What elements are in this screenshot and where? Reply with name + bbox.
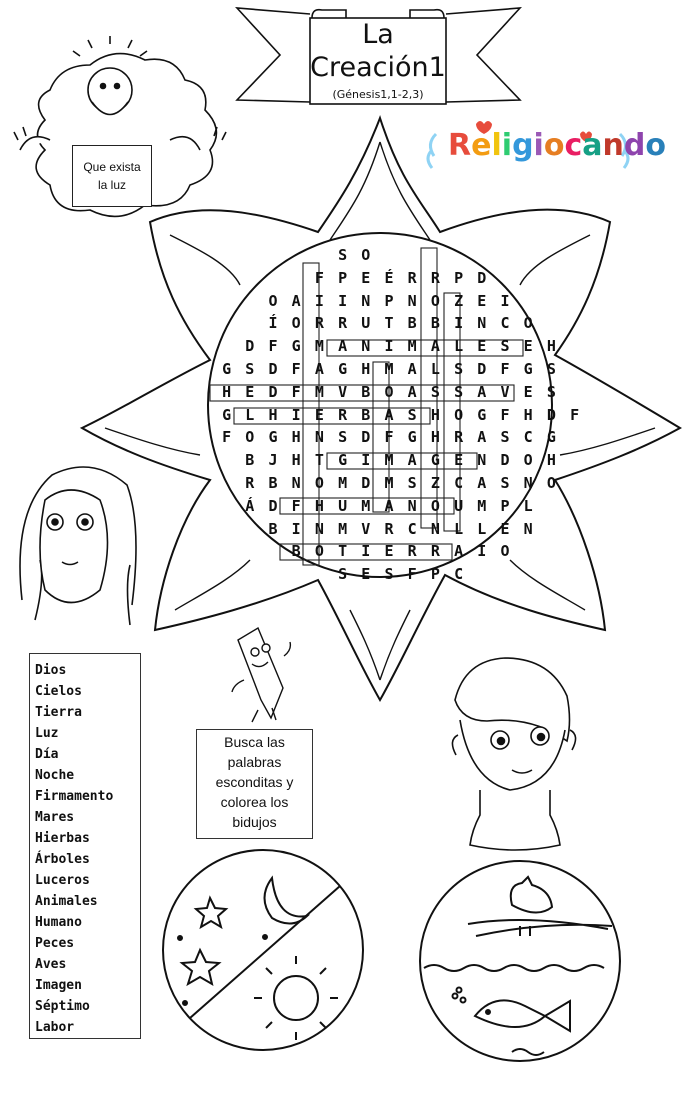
grid-letter[interactable]: V [500, 382, 510, 401]
title-line1: La [362, 19, 394, 50]
grid-letter[interactable]: U [338, 496, 348, 515]
grid-letter[interactable]: G [338, 360, 348, 378]
grid-letter[interactable]: D [268, 496, 278, 515]
word-list-item: Imagen [35, 978, 82, 993]
grid-letter[interactable]: T [384, 314, 394, 333]
word-list-item: Luceros [35, 873, 90, 888]
grid-letter[interactable]: A [407, 360, 417, 378]
brand-letter: c [564, 128, 583, 163]
grid-letter[interactable]: S [546, 382, 556, 401]
grid-letter[interactable]: A [291, 291, 301, 310]
speech-line2: la luz [97, 178, 126, 192]
grid-letter[interactable]: M [477, 496, 487, 515]
grid-letter[interactable]: L [477, 519, 487, 538]
grid-letter[interactable]: R [338, 405, 348, 424]
grid-letter[interactable]: H [222, 382, 232, 401]
grid-letter[interactable]: J [268, 451, 278, 470]
grid-letter[interactable]: I [361, 451, 371, 470]
speech-bubble [72, 145, 152, 207]
word-list-item: Tierra [35, 705, 82, 720]
grid-letter[interactable]: B [407, 314, 417, 333]
grid-letter[interactable]: N [361, 337, 371, 356]
grid-letter[interactable]: D [477, 268, 487, 287]
grid-letter[interactable]: O [314, 474, 324, 492]
brand-letter: R [448, 128, 472, 163]
grid-letter[interactable]: M [407, 337, 417, 356]
grid-letter[interactable]: P [338, 268, 348, 287]
grid-letter[interactable]: D [477, 360, 487, 378]
grid-letter[interactable]: D [361, 428, 371, 447]
grid-letter[interactable]: P [430, 565, 440, 584]
grid-letter[interactable]: S [454, 360, 464, 378]
grid-letter[interactable]: B [361, 405, 371, 424]
grid-letter[interactable]: E [477, 337, 487, 356]
grid-letter[interactable]: F [291, 496, 301, 515]
grid-letter[interactable]: C [454, 565, 464, 584]
grid-letter[interactable]: N [477, 314, 487, 333]
grid-letter[interactable]: G [477, 405, 487, 424]
grid-letter[interactable]: A [407, 382, 417, 401]
grid-letter[interactable]: T [314, 451, 324, 470]
grid-letter[interactable]: F [500, 405, 510, 424]
grid-letter[interactable]: M [314, 382, 324, 401]
grid-letter[interactable]: O [523, 314, 533, 333]
grid-letter[interactable]: G [523, 360, 533, 378]
grid-letter[interactable]: E [314, 405, 324, 424]
grid-letter[interactable]: A [454, 542, 464, 561]
grid-letter[interactable]: I [477, 542, 487, 561]
word-list-item: Luz [35, 726, 59, 741]
grid-letter[interactable]: A [477, 428, 487, 447]
grid-letter[interactable]: N [314, 519, 324, 538]
grid-letter[interactable]: N [407, 496, 417, 515]
word-list-item: Séptimo [35, 999, 90, 1014]
grid-letter[interactable]: A [314, 360, 324, 378]
grid-letter[interactable]: I [384, 337, 394, 356]
grid-letter[interactable]: N [407, 291, 417, 310]
brand-letter: d [623, 128, 646, 163]
grid-letter[interactable]: E [477, 291, 487, 310]
grid-letter[interactable]: O [314, 542, 324, 561]
grid-letter[interactable]: R [245, 474, 255, 492]
grid-letter[interactable]: F [407, 565, 417, 584]
grid-letter[interactable]: A [477, 382, 487, 401]
word-list-item: Noche [35, 768, 75, 783]
grid-letter[interactable]: S [454, 382, 464, 401]
grid-letter[interactable]: R [430, 542, 440, 561]
grid-letter[interactable]: G [338, 451, 348, 470]
grid-letter[interactable]: L [454, 337, 464, 356]
word-list-item: Cielos [35, 684, 82, 699]
word-list-item: Hierbas [35, 831, 90, 846]
title [310, 18, 446, 84]
grid-letter[interactable]: G [222, 360, 232, 378]
grid-letter[interactable]: O [384, 382, 394, 401]
grid-letter[interactable]: I [454, 314, 464, 333]
grid-letter[interactable]: H [430, 405, 440, 424]
grid-letter[interactable]: H [291, 451, 301, 470]
grid-letter[interactable]: Á [245, 496, 255, 515]
grid-letter[interactable]: M [338, 519, 348, 538]
subtitle: (Génesis1,1-2,3) [332, 88, 424, 101]
brand-letter: i [501, 128, 513, 163]
brand-letter: a [582, 128, 603, 163]
grid-letter[interactable]: R [338, 314, 348, 333]
word-list-item: Firmamento [35, 789, 114, 804]
title-line2: Creación1 [310, 52, 446, 83]
brand-letter: e [471, 128, 492, 163]
grid-letter[interactable]: A [407, 451, 417, 470]
grid-letter[interactable]: D [268, 382, 278, 401]
grid-letter[interactable]: R [407, 542, 417, 561]
grid-letter[interactable]: U [361, 314, 371, 333]
grid-letter[interactable]: M [361, 496, 371, 515]
grid-letter[interactable]: H [268, 405, 278, 424]
grid-letter[interactable]: I [500, 291, 510, 310]
word-list-item: Labor [35, 1020, 75, 1035]
word-list-item: Animales [35, 894, 98, 909]
grid-letter[interactable]: G [407, 428, 417, 447]
grid-letter[interactable]: I [338, 291, 348, 310]
brand-letter: l [491, 128, 502, 163]
grid-letter[interactable]: H [291, 428, 301, 447]
grid-letter[interactable]: H [361, 360, 371, 378]
instructions-line4: colorea los [220, 794, 289, 810]
grid-letter[interactable]: E [454, 451, 464, 470]
grid-letter[interactable]: É [384, 268, 394, 287]
grid-letter[interactable]: E [361, 565, 371, 584]
brand-logo [448, 128, 666, 163]
grid-letter[interactable]: O [291, 314, 301, 333]
word-list-item: Peces [35, 936, 75, 951]
grid-letter[interactable]: I [361, 542, 371, 561]
brand-letter: g [512, 128, 534, 163]
grid-letter[interactable]: H [523, 405, 533, 424]
boy-drawing [452, 658, 575, 850]
grid-letter[interactable]: A [338, 337, 348, 356]
word-list-item: Dios [35, 663, 67, 678]
grid-letter[interactable]: C [407, 519, 417, 538]
grid-letter[interactable]: C [523, 428, 533, 447]
grid-letter[interactable]: E [361, 268, 371, 287]
grid-letter[interactable]: P [454, 268, 464, 287]
instructions-line3: esconditas y [215, 774, 294, 790]
grid-letter[interactable]: N [291, 474, 301, 492]
grid-letter[interactable]: P [384, 291, 394, 310]
word-list-item: Aves [35, 957, 67, 972]
instructions-line5: bidujos [232, 814, 277, 830]
brand-letter: i [533, 128, 544, 163]
grid-letter[interactable]: H [546, 337, 556, 356]
brand-letter: o [645, 128, 666, 163]
grid-letter[interactable]: N [523, 519, 533, 538]
grid-letter[interactable]: L [245, 405, 255, 424]
grid-letter[interactable]: B [245, 451, 255, 470]
grid-letter[interactable]: D [268, 360, 278, 378]
grid-letter[interactable]: S [546, 360, 556, 378]
grid-letter[interactable]: V [338, 382, 348, 401]
brand-letter: n [602, 128, 624, 163]
grid-letter[interactable]: S [500, 337, 510, 356]
grid-letter[interactable]: Z [454, 291, 464, 310]
grid-letter[interactable]: A [384, 496, 394, 515]
grid-letter[interactable]: P [500, 496, 510, 515]
grid-letter[interactable]: L [523, 496, 533, 515]
instructions-box [196, 729, 313, 839]
grid-letter[interactable]: O [361, 246, 371, 264]
grid-letter[interactable]: F [314, 268, 324, 287]
grid-letter[interactable]: N [314, 428, 324, 447]
grid-letter[interactable]: D [500, 451, 510, 470]
grid-letter[interactable]: F [384, 428, 394, 447]
grid-letter[interactable]: B [268, 474, 278, 492]
grid-letter[interactable]: S [500, 474, 510, 492]
grid-letter[interactable]: I [314, 291, 324, 310]
word-list-item: Mares [35, 810, 75, 825]
grid-letter[interactable]: R [454, 428, 464, 447]
grid-letter[interactable]: D [546, 405, 556, 424]
grid-letter[interactable]: N [361, 291, 371, 310]
brand-letter: o [543, 128, 565, 163]
grid-letter[interactable]: R [384, 519, 394, 538]
grid-letter[interactable]: R [314, 314, 324, 333]
grid-letter[interactable]: H [314, 496, 324, 515]
grid-letter[interactable]: O [523, 451, 533, 470]
grid-letter[interactable]: O [430, 291, 440, 310]
grid-letter[interactable]: C [500, 314, 510, 333]
grid-letter[interactable]: H [430, 428, 440, 447]
grid-letter[interactable]: S [430, 382, 440, 401]
pencil-character [232, 628, 290, 722]
grid-letter[interactable]: L [430, 360, 440, 378]
grid-letter[interactable]: S [245, 360, 255, 378]
grid-letter[interactable]: S [384, 565, 394, 584]
grid-letter[interactable]: U [454, 496, 464, 515]
instructions-line2: palabras [227, 754, 282, 770]
grid-letter[interactable]: Z [430, 474, 440, 492]
grid-letter[interactable]: R [430, 268, 440, 287]
word-list-item: Árboles [35, 852, 90, 867]
grid-letter[interactable]: N [430, 519, 440, 538]
grid-letter[interactable]: N [477, 451, 487, 470]
grid-letter[interactable]: E [384, 542, 394, 561]
grid-letter[interactable]: G [222, 405, 232, 424]
grid-letter[interactable]: B [268, 519, 278, 538]
word-list-item: Día [35, 747, 59, 762]
girl-drawing [20, 467, 136, 625]
grid-letter[interactable]: B [291, 542, 301, 561]
grid-letter[interactable]: G [546, 428, 556, 447]
grid-letter[interactable]: I [291, 519, 301, 538]
grid-letter[interactable]: I [291, 405, 301, 424]
grid-letter[interactable]: A [384, 405, 394, 424]
grid-letter[interactable]: E [245, 382, 255, 401]
grid-letter[interactable]: G [291, 337, 301, 356]
grid-letter[interactable]: H [546, 451, 556, 470]
grid-letter[interactable]: C [454, 474, 464, 492]
grid-letter[interactable]: M [384, 451, 394, 470]
speech-line1: Que exista [83, 160, 141, 174]
day-night-circle [163, 850, 363, 1050]
grid-letter[interactable]: O [454, 405, 464, 424]
grid-letter[interactable]: V [361, 519, 371, 538]
grid-letter[interactable]: F [291, 360, 301, 378]
grid-letter[interactable]: O [430, 496, 440, 515]
grid-letter[interactable]: G [268, 428, 278, 447]
grid-letter[interactable]: F [570, 405, 580, 424]
grid-letter[interactable]: B [430, 314, 440, 333]
word-list [29, 653, 141, 1039]
grid-letter[interactable]: O [546, 474, 556, 492]
grid-letter[interactable]: S [407, 405, 417, 424]
grid-letter[interactable]: S [338, 565, 348, 584]
grid-letter[interactable]: Í [268, 314, 278, 333]
grid-letter[interactable]: B [361, 382, 371, 401]
grid-letter[interactable]: A [477, 474, 487, 492]
grid-letter[interactable]: F [291, 382, 301, 401]
grid-letter[interactable]: D [245, 337, 255, 356]
grid-letter[interactable]: T [338, 542, 348, 561]
grid-letter[interactable]: E [523, 337, 533, 356]
grid-letter[interactable]: O [500, 542, 510, 561]
grid-letter[interactable]: E [500, 519, 510, 538]
grid-letter[interactable]: G [430, 451, 440, 470]
grid-letter[interactable]: O [245, 428, 255, 447]
grid-letter[interactable]: O [268, 291, 278, 310]
grid-letter[interactable]: S [338, 246, 348, 264]
grid-letter[interactable]: L [454, 519, 464, 538]
sea-sky-circle [420, 861, 620, 1061]
grid-letter[interactable]: S [338, 428, 348, 447]
grid-letter[interactable]: F [500, 360, 510, 378]
grid-letter[interactable]: N [523, 474, 533, 492]
grid-letter[interactable]: R [407, 268, 417, 287]
grid-letter[interactable]: M [384, 474, 394, 492]
grid-letter[interactable]: S [407, 474, 417, 492]
grid-letter[interactable]: F [222, 428, 232, 447]
grid-letter[interactable]: S [500, 428, 510, 447]
word-list-item: Humano [35, 915, 82, 930]
grid-letter[interactable]: A [430, 337, 440, 356]
grid-letter[interactable]: E [523, 382, 533, 401]
grid-letter[interactable]: M [384, 360, 394, 378]
grid-letter[interactable]: M [314, 337, 324, 356]
grid-letter[interactable]: F [268, 337, 278, 356]
instructions-line1: Busca las [224, 734, 285, 750]
grid-letter[interactable]: D [361, 474, 371, 492]
grid-letter[interactable]: M [338, 474, 348, 492]
